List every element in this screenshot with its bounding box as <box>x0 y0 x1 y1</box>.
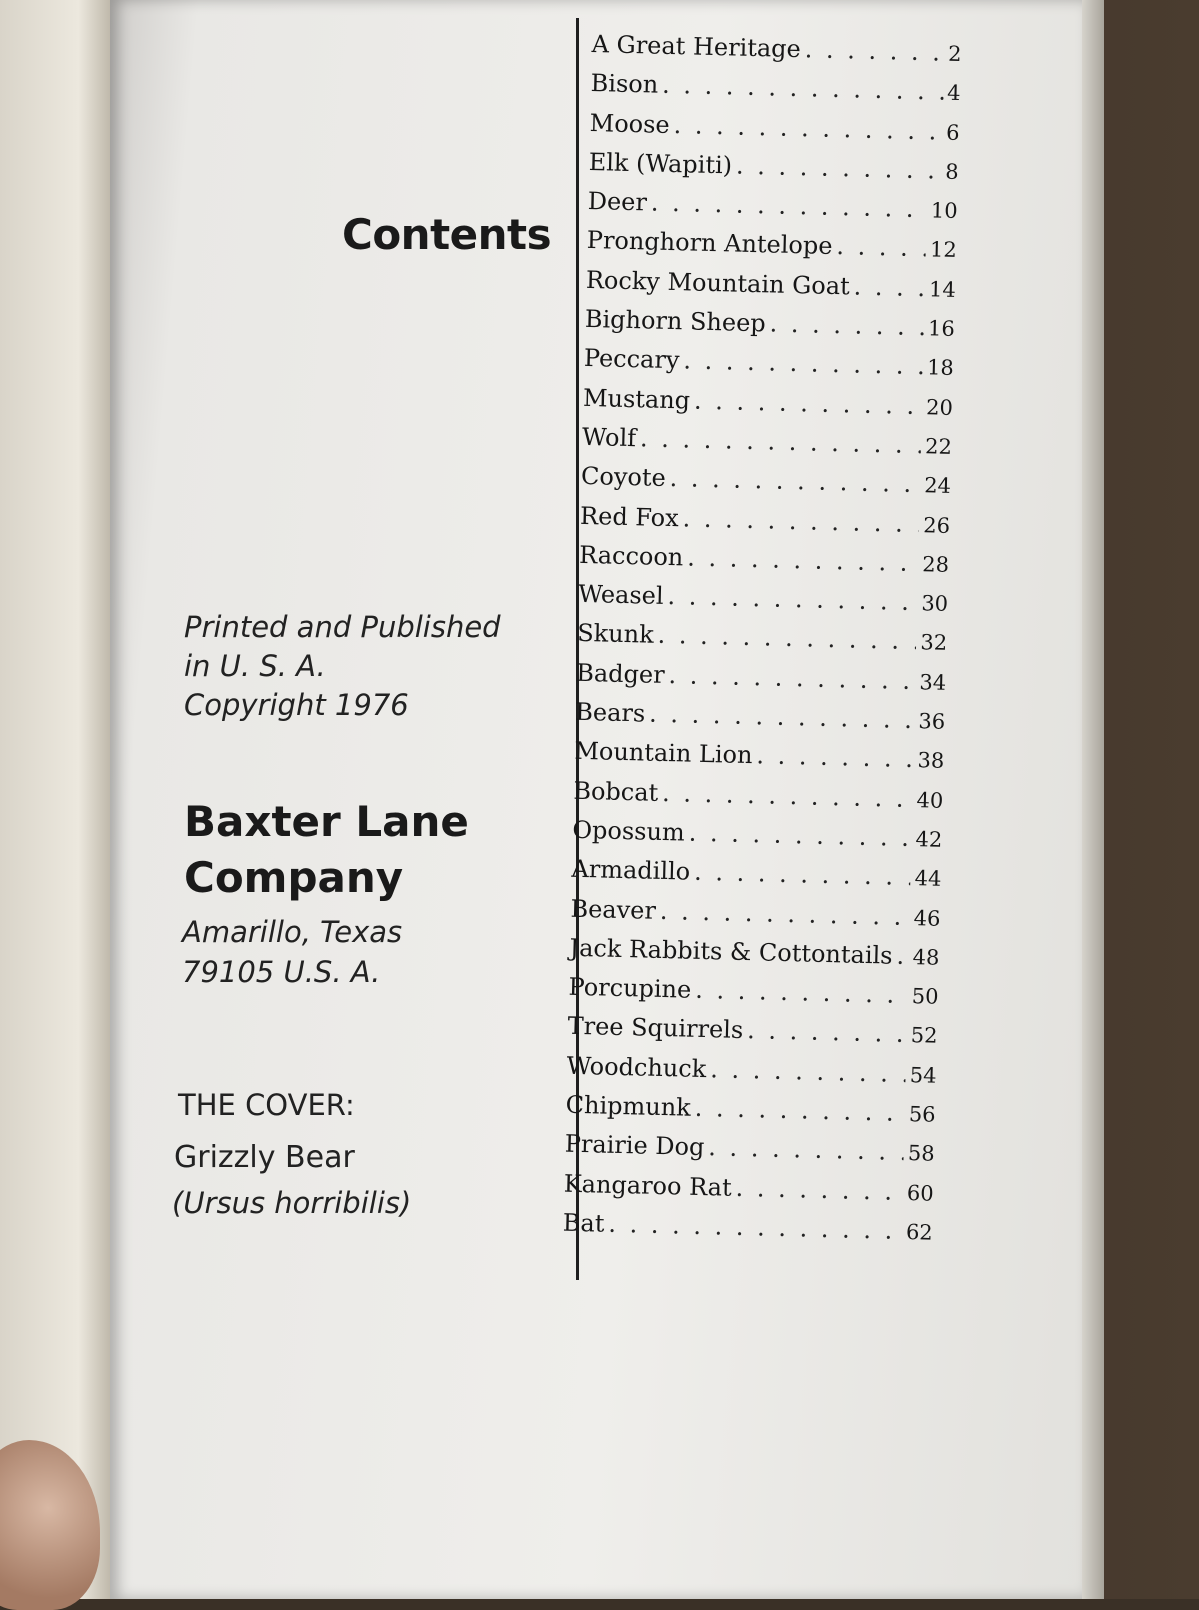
dot-leader <box>708 1133 904 1166</box>
dot-leader <box>688 819 912 852</box>
toc-entry-page: 20 <box>925 394 954 420</box>
dot-leader <box>669 464 920 498</box>
toc-entry-title: Bison <box>590 69 659 99</box>
dot-leader <box>662 71 944 106</box>
toc-entry-title: Prairie Dog <box>564 1129 705 1162</box>
toc-entry-title: Rocky Mountain Goat <box>585 265 851 301</box>
toc-entry-title: Bat <box>562 1208 605 1238</box>
dot-leader <box>694 858 911 891</box>
toc-entry-page: 42 <box>915 827 943 852</box>
copyright-line: Copyright 1976 <box>184 688 409 722</box>
toc-entry-title: Jack Rabbits & Cottontails <box>569 933 893 970</box>
imprint-block <box>184 608 501 725</box>
toc-entry-page: 62 <box>905 1219 934 1245</box>
toc-entry-title: Pronghorn Antelope <box>586 226 833 261</box>
dot-leader <box>649 700 915 734</box>
toc-entry-page: 34 <box>919 669 947 695</box>
toc-entry-page: 60 <box>906 1180 934 1206</box>
cover-heading: THE COVER: <box>178 1088 355 1122</box>
toc-entry-title: Weasel <box>577 579 664 611</box>
dot-leader <box>640 424 922 459</box>
dot-leader <box>662 779 913 813</box>
dot-leader <box>896 942 909 970</box>
contents-heading: Contents <box>342 210 552 259</box>
toc-entry-title: Peccary <box>583 344 680 375</box>
toc-entry-title: Mustang <box>582 383 691 415</box>
toc-entry-title: Badger <box>575 658 665 689</box>
toc-entry-title: Mountain Lion <box>574 737 753 770</box>
publisher-address <box>182 912 402 992</box>
dot-leader <box>736 151 942 184</box>
toc-entry-title: Moose <box>589 108 671 139</box>
toc-entry-page: 50 <box>911 984 939 1009</box>
toc-entry-page: 30 <box>921 591 949 617</box>
toc-entry-title: Chipmunk <box>565 1090 692 1122</box>
toc-entry-page: 2 <box>947 41 962 67</box>
toc-entry-page: 10 <box>930 198 958 224</box>
toc-entry-title: Wolf <box>581 422 637 453</box>
toc-entry-page: 8 <box>944 159 959 184</box>
toc-entry-title: Red Fox <box>579 501 680 532</box>
toc-entry-page: 4 <box>946 80 961 106</box>
toc-entry-title: A Great Heritage <box>591 30 802 64</box>
dot-leader <box>710 1055 906 1088</box>
toc-entry-page: 28 <box>922 552 950 577</box>
toc-entry-title: Beaver <box>570 894 657 925</box>
dot-leader <box>769 310 924 342</box>
dot-leader <box>651 189 928 224</box>
dot-leader <box>683 347 923 381</box>
publisher-name-line: Baxter Lane <box>184 797 469 846</box>
dot-leader <box>673 111 942 146</box>
toc-entry-page: 18 <box>926 355 955 381</box>
toc-entry-page: 56 <box>908 1102 936 1127</box>
dot-leader <box>687 543 919 577</box>
dot-leader <box>804 35 944 66</box>
toc-entry-page: 32 <box>920 630 948 656</box>
toc-entry-page: 38 <box>917 748 945 774</box>
dot-leader <box>756 742 914 774</box>
toc-entry-title: Porcupine <box>568 972 692 1004</box>
dot-leader <box>608 1210 902 1245</box>
dot-leader <box>660 896 910 930</box>
toc-entry-title: Tree Squirrels <box>567 1012 744 1045</box>
toc-entry-title: Raccoon <box>578 540 684 572</box>
page-stack-edge <box>1082 0 1104 1599</box>
address-zip: 79105 U.S. A. <box>182 955 381 989</box>
dot-leader <box>682 504 919 538</box>
toc-entry-page: 44 <box>914 866 942 892</box>
toc-entry-title: Woodchuck <box>566 1051 707 1083</box>
publisher-name <box>184 794 469 906</box>
dot-leader <box>694 1094 905 1127</box>
toc-entry-page: 36 <box>918 709 946 734</box>
left-page-edge <box>0 0 112 1599</box>
dot-leader <box>657 621 916 655</box>
cover-latin-name: (Ursus horribilis) <box>172 1186 412 1220</box>
dot-leader <box>735 1173 903 1205</box>
toc-entry-page: 22 <box>924 434 953 459</box>
dot-leader <box>668 661 916 695</box>
toc-entry-page: 14 <box>928 277 957 302</box>
address-city: Amarillo, Texas <box>182 915 403 949</box>
toc-entry-title: Opossum <box>572 815 686 847</box>
toc-entry-page: 48 <box>912 944 940 970</box>
toc-entry-title: Bighorn Sheep <box>584 304 767 338</box>
toc-entry-page: 40 <box>916 787 944 813</box>
toc-entry-page: 58 <box>907 1141 935 1167</box>
toc-entry-page: 6 <box>945 120 960 145</box>
imprint-line: Printed and Published <box>184 610 501 644</box>
publisher-name-line: Company <box>184 853 404 902</box>
toc-entry-page: 26 <box>922 512 951 538</box>
toc-entry-page: 12 <box>929 237 958 263</box>
toc-entry-title: Deer <box>587 187 648 217</box>
toc-entry-page: 52 <box>910 1023 938 1049</box>
table-of-contents <box>562 30 962 1257</box>
toc-entry-title: Bobcat <box>573 776 659 807</box>
toc-entry-page: 46 <box>913 905 941 931</box>
toc-entry-page: 24 <box>923 473 952 499</box>
toc-entry-title: Skunk <box>576 619 655 650</box>
dot-leader <box>836 233 926 263</box>
dot-leader <box>694 386 923 420</box>
toc-entry-page: 54 <box>909 1062 937 1088</box>
dot-leader <box>747 1017 907 1049</box>
toc-entry-title: Kangaroo Rat <box>563 1169 733 1202</box>
toc-entry-title: Elk (Wapiti) <box>588 147 733 180</box>
toc-entry-title: Coyote <box>580 462 667 493</box>
toc-entry-title: Armadillo <box>571 854 691 886</box>
dot-leader <box>667 582 917 616</box>
toc-entry-title: Bears <box>574 697 646 728</box>
dot-leader <box>695 976 908 1009</box>
imprint-line: in U. S. A. <box>184 649 326 683</box>
cover-animal-name: Grizzly Bear <box>174 1140 355 1175</box>
toc-entry-page: 16 <box>927 316 956 342</box>
dot-leader <box>853 272 925 302</box>
